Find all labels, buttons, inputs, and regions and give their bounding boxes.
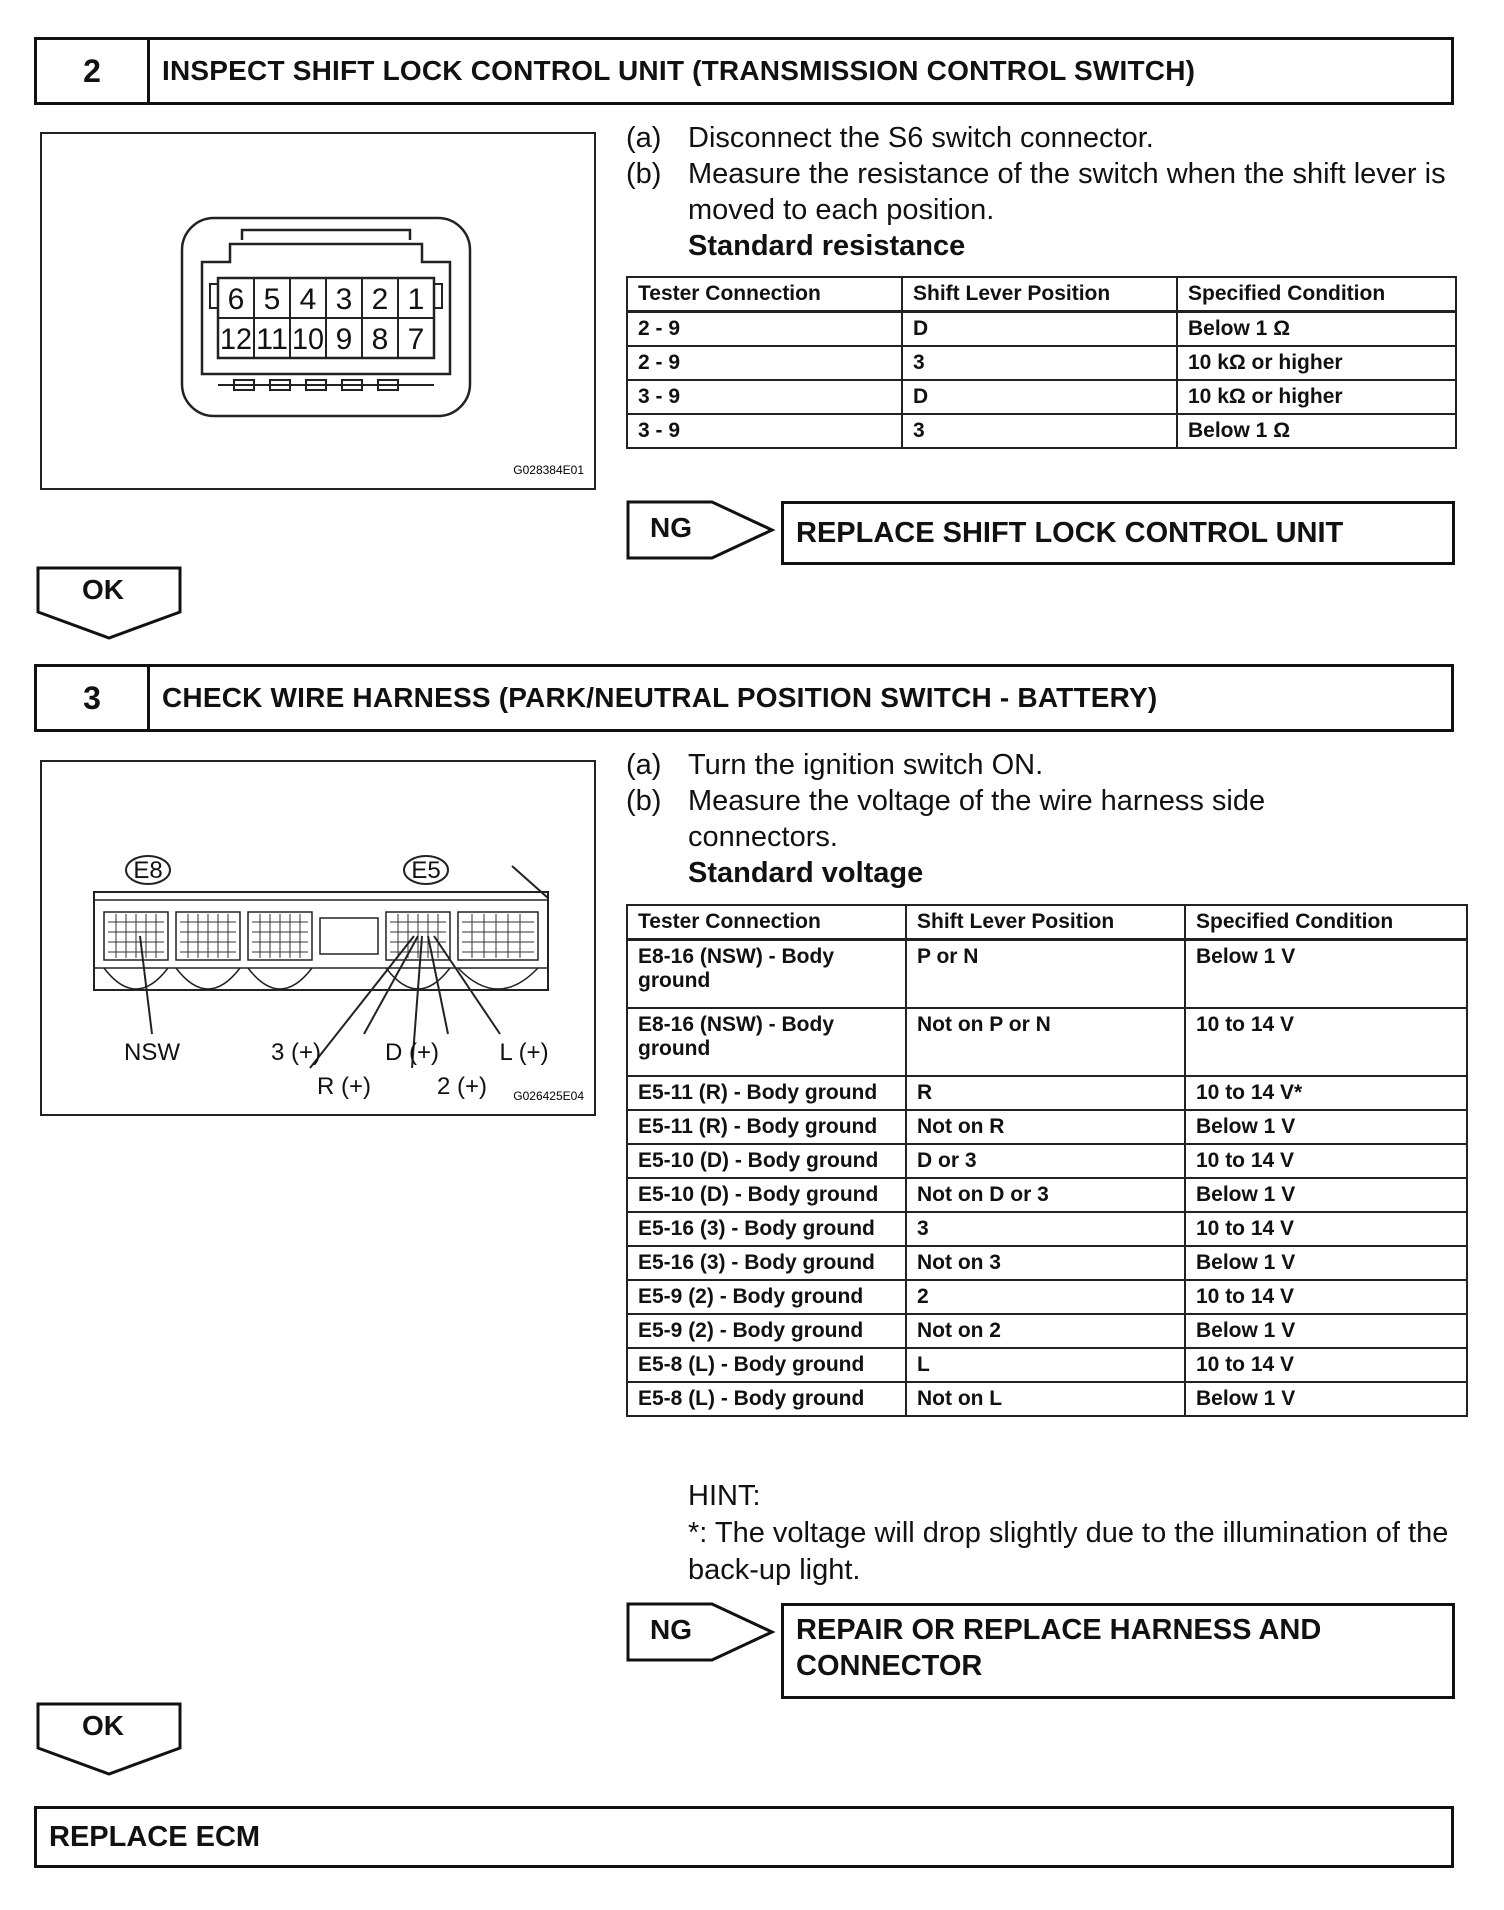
table-row [627, 346, 1456, 380]
table-cell: 10 to 14 V* [1185, 1076, 1467, 1110]
table-cell: Below 1 V [1185, 1314, 1467, 1348]
table-cell: E5-8 (L) - Body ground [627, 1382, 906, 1416]
table-row [627, 1212, 1467, 1246]
ok-label: OK [82, 574, 124, 605]
table-cell: 10 kΩ or higher [1177, 346, 1456, 380]
ok-arrow [36, 566, 182, 640]
table-cell: 3 [902, 346, 1177, 380]
table-cell: Not on P or N [906, 1008, 1185, 1076]
column-header: Shift Lever Position [906, 905, 1185, 940]
table-header-row [627, 277, 1456, 312]
connector-e8-label: E8 [133, 857, 163, 884]
section-2-steps [626, 120, 1456, 263]
table-cell: 2 - 9 [627, 312, 902, 347]
step-label: (a) [626, 122, 662, 154]
step-b [626, 156, 1456, 228]
column-header: Tester Connection [627, 277, 902, 312]
table-cell: 2 - 9 [627, 346, 902, 380]
table-cell: Not on 2 [906, 1314, 1185, 1348]
pin-label: 3 [335, 283, 353, 316]
terminal-3-label: 3 (+) [270, 1039, 322, 1066]
table-row [627, 940, 1467, 1009]
table-cell: E5-9 (2) - Body ground [627, 1280, 906, 1314]
table-cell: 3 [902, 414, 1177, 448]
pin-label: 8 [371, 323, 389, 356]
terminal-l-label: L (+) [499, 1039, 549, 1066]
pin-label: 4 [299, 283, 317, 316]
section-2-header [34, 37, 1454, 105]
table-cell: 10 to 14 V [1185, 1008, 1467, 1076]
table-row [627, 1008, 1467, 1076]
ng-arrow-shape [626, 500, 776, 560]
table-row [627, 1348, 1467, 1382]
table-cell: 10 to 14 V [1185, 1280, 1467, 1314]
ng-arrow [626, 1602, 776, 1662]
pin-label: 11 [256, 323, 288, 356]
hint-label: HINT: [688, 1480, 761, 1512]
table-cell: E8-16 (NSW) - Body ground [627, 940, 906, 1009]
ok-arrow [36, 1702, 182, 1776]
table-cell: Below 1 Ω [1177, 312, 1456, 347]
pin-label: 7 [407, 323, 425, 356]
ng-label: NG [650, 512, 692, 543]
table-cell: E5-10 (D) - Body ground [627, 1178, 906, 1212]
table-header-row [627, 905, 1467, 940]
table-row [627, 1314, 1467, 1348]
table-cell: D [902, 312, 1177, 347]
s6-connector-diagram [42, 134, 594, 488]
step-text: Disconnect the S6 switch connector. [688, 122, 1154, 154]
pin-label: 9 [335, 323, 353, 356]
step-label: (b) [626, 158, 662, 190]
column-header: Specified Condition [1177, 277, 1456, 312]
connector-e5-label: E5 [411, 857, 441, 884]
step-text: Turn the ignition switch ON. [688, 749, 1044, 781]
table-row [627, 1382, 1467, 1416]
standard-label: Standard resistance [688, 230, 966, 262]
ok-label: OK [82, 1710, 124, 1741]
table-cell: 3 [906, 1212, 1185, 1246]
table-row [627, 1076, 1467, 1110]
figure-code: G026425E04 [513, 1089, 584, 1103]
table-cell: Not on L [906, 1382, 1185, 1416]
table-cell: Not on D or 3 [906, 1178, 1185, 1212]
table-cell: E5-9 (2) - Body ground [627, 1314, 906, 1348]
pin-label: 12 [220, 323, 252, 356]
table-cell: R [906, 1076, 1185, 1110]
ng-arrow [626, 500, 776, 560]
pin-label: 1 [407, 283, 425, 316]
ng-arrow-shape [626, 1602, 776, 1662]
ng-result-box: REPAIR OR REPLACE HARNESS AND CONNECTOR [781, 1603, 1455, 1699]
table-row [627, 414, 1456, 448]
table-cell: D [902, 380, 1177, 414]
ecm-connector-diagram [42, 762, 594, 1114]
column-header: Specified Condition [1185, 905, 1467, 940]
table-cell: E5-16 (3) - Body ground [627, 1246, 906, 1280]
resistance-table [626, 276, 1457, 449]
step-title: INSPECT SHIFT LOCK CONTROL UNIT (TRANSMISSION CONTROL SWITCH) [162, 55, 1196, 86]
table-cell: Below 1 V [1185, 1178, 1467, 1212]
final-action-box: REPLACE ECM [34, 1806, 1454, 1868]
table-cell: E5-16 (3) - Body ground [627, 1212, 906, 1246]
step-number: 2 [37, 40, 150, 102]
table-cell: Not on 3 [906, 1246, 1185, 1280]
section-3-header [34, 664, 1454, 732]
step-text: Measure the resistance of the switch when the shift lever is moved to each position. [688, 158, 1446, 226]
table-cell: E5-11 (R) - Body ground [627, 1076, 906, 1110]
table-cell: E8-16 (NSW) - Body ground [627, 1008, 906, 1076]
table-cell: E5-10 (D) - Body ground [627, 1144, 906, 1178]
table-cell: E5-11 (R) - Body ground [627, 1110, 906, 1144]
table-row [627, 1144, 1467, 1178]
step-title: CHECK WIRE HARNESS (PARK/NEUTRAL POSITION SWITCH - BATTERY) [162, 682, 1158, 713]
step-a [626, 747, 1456, 783]
terminal-d-label: D (+) [385, 1039, 439, 1066]
voltage-table [626, 904, 1468, 1417]
step-a [626, 120, 1456, 156]
step-text: Measure the voltage of the wire harness side connectors. [688, 785, 1266, 853]
harness-figure [40, 760, 596, 1116]
table-cell: D or 3 [906, 1144, 1185, 1178]
column-header: Shift Lever Position [902, 277, 1177, 312]
step-label: (a) [626, 749, 662, 781]
table-cell: Not on R [906, 1110, 1185, 1144]
pin-label: 5 [263, 283, 281, 316]
connector-figure [40, 132, 596, 490]
table-cell: L [906, 1348, 1185, 1382]
table-cell: P or N [906, 940, 1185, 1009]
ng-result-box: REPLACE SHIFT LOCK CONTROL UNIT [781, 501, 1455, 565]
table-row [627, 312, 1456, 347]
section-3-steps [626, 747, 1456, 890]
table-row [627, 380, 1456, 414]
table-cell: 10 to 14 V [1185, 1144, 1467, 1178]
table-cell: Below 1 V [1185, 1382, 1467, 1416]
table-row [627, 1246, 1467, 1280]
table-row [627, 1280, 1467, 1314]
table-cell: 10 to 14 V [1185, 1348, 1467, 1382]
ng-label: NG [650, 1614, 692, 1645]
column-header: Tester Connection [627, 905, 906, 940]
table-cell: 3 - 9 [627, 414, 902, 448]
pin-label: 6 [227, 283, 245, 316]
table-cell: E5-8 (L) - Body ground [627, 1348, 906, 1382]
step-label: (b) [626, 785, 662, 817]
pin-label: 10 [292, 323, 324, 356]
table-row [627, 1178, 1467, 1212]
table-cell: 2 [906, 1280, 1185, 1314]
hint-block [688, 1478, 1458, 1589]
table-cell: Below 1 V [1185, 1110, 1467, 1144]
terminal-2-label: 2 (+) [436, 1073, 488, 1100]
terminal-r-label: R (+) [317, 1073, 371, 1100]
terminal-nsw-label: NSW [124, 1039, 180, 1066]
step-b [626, 783, 1456, 855]
table-row [627, 1110, 1467, 1144]
figure-code: G028384E01 [513, 463, 584, 477]
table-cell: 3 - 9 [627, 380, 902, 414]
table-cell: 10 to 14 V [1185, 1212, 1467, 1246]
hint-text: *: The voltage will drop slightly due to the illumination of the back-up light. [688, 1517, 1449, 1586]
table-cell: 10 kΩ or higher [1177, 380, 1456, 414]
standard-label: Standard voltage [688, 857, 924, 889]
pin-label: 2 [371, 283, 389, 316]
table-cell: Below 1 V [1185, 940, 1467, 1009]
table-cell: Below 1 V [1185, 1246, 1467, 1280]
table-cell: Below 1 Ω [1177, 414, 1456, 448]
step-number: 3 [37, 667, 150, 729]
